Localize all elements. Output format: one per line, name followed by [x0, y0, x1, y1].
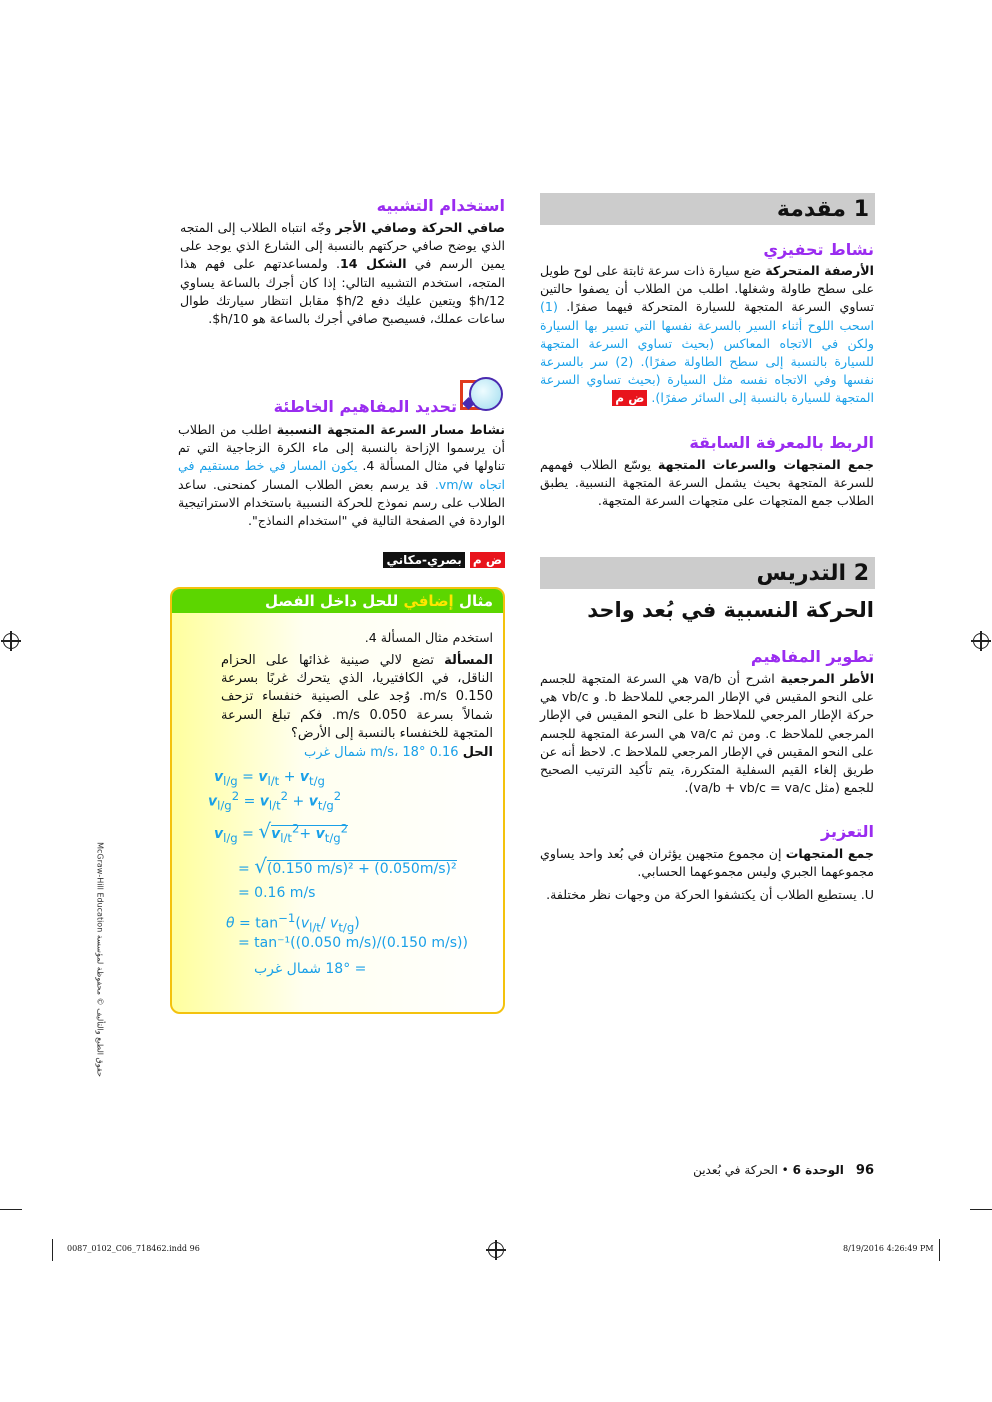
equation-3: $v_{l/g} = √v_{l/t}^2+ v_{t/g}^2$	[214, 819, 349, 845]
example-box	[170, 587, 505, 1014]
figure-ref: الشكل 14	[339, 256, 407, 272]
answer-text: (1) اسحب اللوح أثناء السير بالسرعة نفسها التي تسير بها السيارة ولكن في الاتجاه المعاكس (بحيث تساوي السرعة المتجهة للسيارة بالنسبة إلى سطح الطاولة صفرًا). (2) سر بالسرعة نفسها وفي الاتجاه نفسه مثل السيارة (بحيث تساوي السرعة المتجهة للسيارة بالنسبة إلى السائر صفرًا).	[540, 299, 874, 406]
header-text: مثال	[453, 592, 493, 610]
equation-2: $v_{l/g}^2 = v_{l/t}^2 + v_{t/g}^2$	[208, 789, 342, 813]
equation-5: = 0.16 m/s	[238, 885, 316, 901]
analogy-paragraph	[180, 219, 505, 328]
body-text: يوسّع الطلاب فهمهم للسرعة المتجهة بحيث يشمل السرعة المتجهة النسبية. يطبق الطلاب جمع المتجهات على متجهات السرعة المتجهة.	[540, 457, 874, 509]
page-number: 96	[855, 1163, 874, 1178]
heading-concepts: تطوير المفاهيم	[750, 647, 874, 666]
heading-prior: الربط بالمعرفة السابقة	[689, 433, 874, 452]
lead: جمع المتجهات والسرعات المتجهة	[657, 457, 874, 472]
heading-reinforce: التعزيز	[821, 822, 874, 841]
badge-level: ض م	[612, 390, 647, 406]
value: (0.150 m/s)²	[266, 861, 354, 877]
body-text: إن مجموع متجهين يؤثران في بُعد واحد يساوي مجموعهما الجبري وليس مجموعهما الحسابي.	[540, 846, 874, 880]
equation-7: = tan⁻¹((0.050 m/s)/(0.150 m/s))	[238, 935, 468, 951]
lead: الأرصفة المتحركة	[765, 263, 874, 278]
separator: •	[777, 1163, 793, 1177]
body-text: ضع سيارة ذات سرعة ثابتة على لوح طويل على سطح طاولة وشغلها. اطلب من الطلاب أن يصفوا حالتين تساوي السرعة المتجهة للسيارة المتحركة فيهما صفرًا.	[540, 263, 874, 315]
body-text: اطلب من الطلاب أن يرسموا الإزاحة بالنسبة إلى ماء الكرة الزجاجية التي تم تناولها في مثال المسألة 4.	[178, 422, 505, 474]
lead: نشاط مسار السرعة المتجهة النسبية	[276, 422, 506, 437]
section-bar-teach: 2 التدريس	[540, 557, 875, 589]
file-name: 0087_0102_C06_718462.indd 96	[67, 1244, 200, 1253]
body-text: . ولمساعدتهم على فهم هذا المتجه، استخدم التشبيه التالي: إذا كان أجرك بالساعة يساوي 12/h$ ويتعين عليك دفع 2/h$ مقابل انتظار سيارتك طوال ساعات عملك، فسيصبح صافي أجرك بالساعة هو 10/h$.	[180, 256, 505, 327]
copyright-notice: حقوق الطبع والتأليف © محفوظة لمؤسسة McGraw-Hill Education	[95, 842, 105, 1077]
example-header	[172, 589, 503, 613]
heading-motivation: نشاط تحفيزي	[763, 240, 874, 259]
page-footer	[600, 1163, 874, 1178]
misconceptions-paragraph	[178, 421, 505, 530]
magnifier-icon	[460, 380, 490, 410]
concepts-paragraph	[540, 670, 874, 797]
badges	[300, 549, 505, 568]
registration-mark-icon	[488, 1242, 504, 1258]
motivation-paragraph	[540, 262, 874, 408]
badge-level: ض م	[470, 552, 505, 568]
problem-label: المسألة	[444, 653, 493, 668]
heading-misconceptions: تحديد المفاهيم الخاطئة	[273, 397, 457, 416]
lead: الأطر المرجعية	[780, 671, 875, 686]
equation-8: = 18° شمال غرب	[254, 961, 367, 977]
lead: صافي الحركة وصافي الأجر	[335, 220, 505, 235]
answer-text: يكون المسار في خط مستقيم في اتجاه vm/w.	[178, 458, 505, 492]
solution-label: الحل	[462, 745, 493, 760]
crop-mark	[52, 1239, 53, 1261]
registration-mark-icon	[973, 633, 989, 649]
crop-mark	[970, 1209, 992, 1210]
section-bar-intro: 1 مقدمة	[540, 193, 875, 225]
header-highlight: إضافي	[403, 592, 454, 610]
value: (0.050m/s)²	[374, 861, 457, 877]
body-text: قد يرسم بعض الطلاب المسار كمنحنى. ساعد الطلاب على رسم نموذج للحركة النسبية باستخدام الاستراتيجية الواردة في الصفحة التالية في "استخدام النماذج".	[178, 476, 505, 529]
registration-mark-icon	[3, 633, 19, 649]
crop-mark	[0, 1209, 22, 1210]
equation-4: = √(0.150 m/s)² + (0.050m/s)²	[238, 854, 457, 878]
header-text: للحل داخل الفصل	[265, 592, 404, 610]
solution-value: 0.16 m/s، 18° شمال غرب	[303, 745, 463, 760]
body-text: تضع لالي صينية غذائها على الحزام الناقل، في الكافتيريا، الذي يتحرك غربًا بسرعة 0.150 m/s. وُجد على الصينية خنفساء تزحف شمالاً بسرعة 0.050 m/s. فكم تبلغ السرعة المتجهة للخنفساء بالنسبة إلى الأرض؟	[221, 653, 494, 741]
print-date: 8/19/2016 4:26:49 PM	[843, 1244, 934, 1253]
lead: جمع المتجهات	[785, 846, 874, 861]
unit-label: الوحدة 6	[792, 1163, 844, 1177]
reinforce-paragraph	[540, 845, 874, 881]
body-text: اشرح أن va/b هي السرعة المتجهة للجسم على النحو المقيس في الإطار المرجعي للملاحظ b. و vb/c هي حركة الإطار المرجعي للملاحظ b على النحو المقيس في الإطار المرجعي للملاحظ c. ومن ثم va/c هي السرعة المتجهة للجسم على النحو المقيس في الإطار المرجعي للملاحظ c. لاحظ أنه عن طريق إلغاء القيم السفلية المتكررة، يتم تأكيد الترتيب الصحيح للجمع (مثل va/b + vb/c = va/c).	[540, 671, 874, 796]
chapter-label: الحركة في بُعدين	[693, 1163, 778, 1177]
solution-line	[193, 744, 493, 762]
badge-style: بصري-مكاني	[383, 552, 464, 568]
body-text: وجّه انتباه الطلاب إلى المتجه الذي يوضح صافي حركتهم بالنسبة إلى الشارع الذي يوجد على يمين الرسم في	[180, 220, 505, 272]
prior-paragraph	[540, 456, 874, 511]
lesson-title: الحركة النسبية في بُعد واحد	[587, 598, 874, 622]
crop-mark	[939, 1239, 940, 1261]
equation-1: $v_{l/g} = v_{l/t} + v_{t/g}$	[214, 769, 325, 788]
problem-text	[221, 652, 493, 743]
reinforce-note: U. يستطيع الطلاب أن يكتشفوا الحركة من وجهات نظر مختلفة.	[546, 887, 874, 902]
equation-6: $\theta = \tan^{-1}(v_{l/t}/$ $v_{t/g}$)	[226, 911, 360, 935]
heading-analogy: استخدام التشبيه	[376, 196, 505, 215]
example-use: استخدم مثال المسألة 4.	[364, 630, 493, 645]
